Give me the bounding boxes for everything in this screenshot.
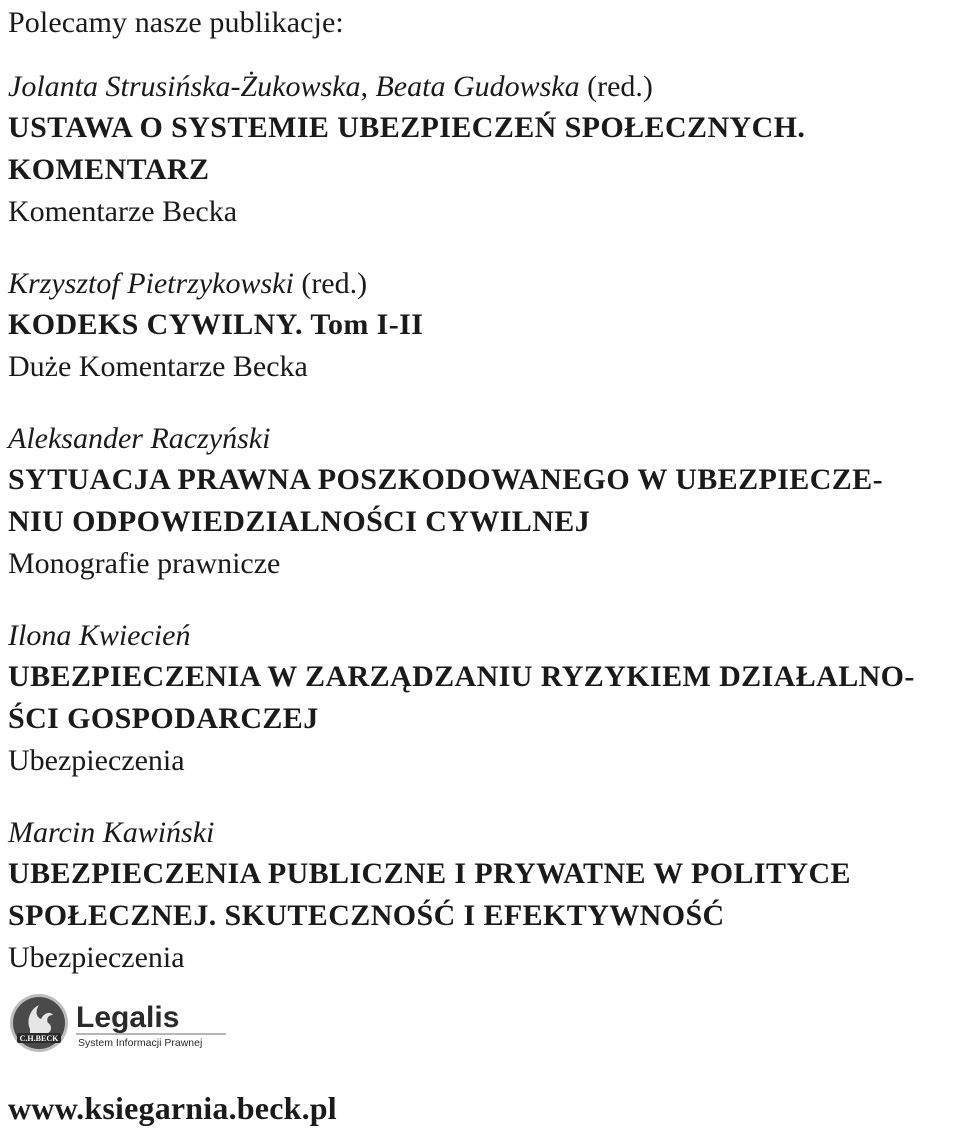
emblem-text: C.H.BECK	[19, 1034, 59, 1043]
author-name: Ilona Kwiecień	[8, 619, 191, 652]
title-main: KODEKS CYWILNY.	[8, 308, 303, 341]
book-title	[8, 459, 948, 543]
legalis-logo[interactable]	[8, 993, 228, 1055]
editor-note: (red.)	[293, 267, 368, 300]
title-line: UBEZPIECZENIA W ZARZĄDZANIU RYZYKIEM DZIAŁALNO-	[8, 660, 915, 693]
title-line: ŚCI GOSPODARCZEJ	[8, 702, 319, 735]
title-volume: Tom I-II	[302, 308, 424, 341]
book-title	[8, 656, 948, 740]
book-author	[8, 66, 948, 107]
publications-page	[8, 0, 948, 979]
book-series: Ubezpieczenia	[8, 941, 185, 974]
book-entry	[8, 615, 948, 782]
author-name: Jolanta Strusińska-Żukowska, Beata Gudowska	[8, 70, 580, 103]
book-author	[8, 418, 948, 459]
title-line: KOMENTARZ	[8, 153, 210, 186]
book-title	[8, 107, 948, 191]
legalis-tagline: System Informacji Prawnej	[78, 1037, 203, 1049]
editor-note: (red.)	[579, 70, 653, 103]
page-heading: Polecamy nasze publikacje:	[8, 6, 344, 39]
chbeck-emblem-icon	[10, 994, 68, 1052]
book-entry	[8, 812, 948, 979]
book-author	[8, 263, 948, 304]
title-line: SYTUACJA PRAWNA POSZKODOWANEGO W UBEZPIECZE-	[8, 463, 883, 496]
legalis-logo-graphic	[8, 993, 228, 1055]
book-series: Duże Komentarze Becka	[8, 350, 308, 383]
legalis-wordmark: Legalis	[76, 1001, 180, 1034]
author-name: Marcin Kawiński	[8, 816, 215, 849]
book-entry	[8, 263, 948, 388]
book-series: Monografie prawnicze	[8, 547, 281, 580]
book-author	[8, 615, 948, 656]
book-series: Komentarze Becka	[8, 195, 238, 228]
title-line: USTAWA O SYSTEMIE UBEZPIECZEŃ SPOŁECZNYCH.	[8, 111, 806, 144]
author-name: Aleksander Raczyński	[8, 422, 271, 455]
title-line: NIU ODPOWIEDZIALNOŚCI CYWILNEJ	[8, 505, 591, 538]
book-title	[8, 853, 948, 937]
bookstore-website-link[interactable]: www.ksiegarnia.beck.pl	[8, 1090, 337, 1126]
title-line: UBEZPIECZENIA PUBLICZNE I PRYWATNE W POLITYCE	[8, 857, 851, 890]
title-line: SPOŁECZNEJ. SKUTECZNOŚĆ I EFEKTYWNOŚĆ	[8, 899, 725, 932]
book-entry	[8, 418, 948, 585]
book-series: Ubezpieczenia	[8, 744, 185, 777]
author-name: Krzysztof Pietrzykowski	[8, 267, 294, 300]
book-title	[8, 304, 948, 346]
book-author	[8, 812, 948, 853]
book-entry	[8, 66, 948, 233]
